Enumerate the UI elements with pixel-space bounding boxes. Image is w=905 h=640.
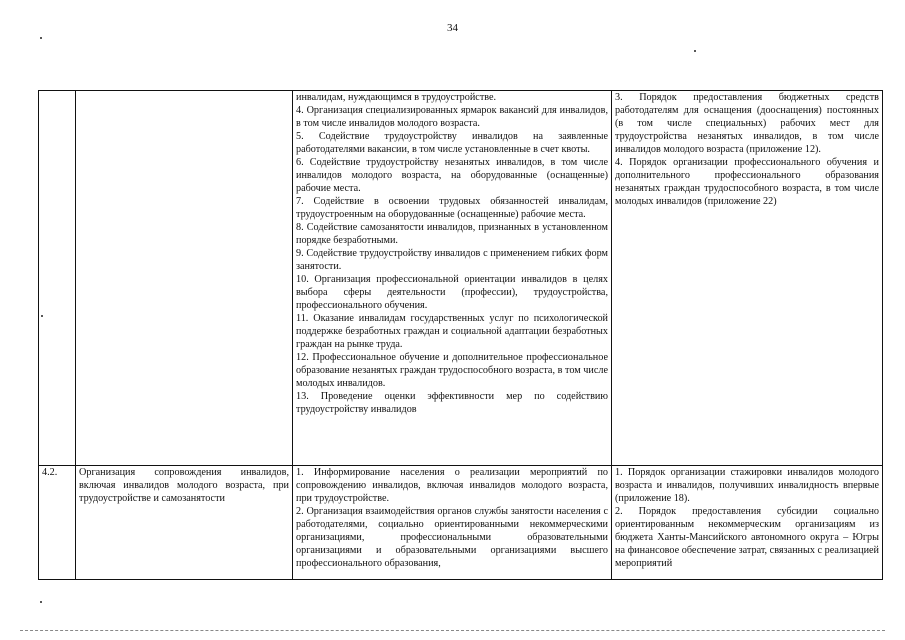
- row-name-cell: [76, 91, 293, 466]
- table-row: [39, 91, 883, 466]
- measure-item: инвалидам, нуждающимся в трудоустройстве.: [296, 92, 497, 103]
- measure-item: 1. Информирование населения о реализации мероприятий по сопровождению инвалидов, включая инвалидов молодого возраста, при трудоустройстве.: [296, 467, 608, 504]
- page-edge-line: [20, 630, 885, 631]
- measure-item: 13. Проведение оценки эффективности мер по содействию трудоустройству инвалидов: [296, 391, 608, 415]
- row-number-cell: 4.2.: [39, 466, 76, 580]
- measure-item: 7. Содействие в освоении трудовых обязанностей инвалидам, трудоустроенным на оборудованные (оснащенные) рабочие места.: [296, 196, 608, 220]
- measure-item: 5. Содействие трудоустройству инвалидов на заявленные работодателями вакансии, в том числе установленные в счет квоты.: [296, 131, 608, 155]
- scan-speck: [694, 50, 696, 52]
- procedure-item: 4. Порядок организации профессионального обучения и дополнительного профессионального образования незанятых граждан трудоспособного возраста, в том числе молодых инвалидов (приложение 22): [615, 157, 879, 207]
- measure-item: 11. Оказание инвалидам государственных услуг по психологической поддержке безработных граждан и социальной адаптации безработных граждан на рынке труда.: [296, 313, 608, 350]
- measure-item: 2. Организация взаимодействия органов службы занятости населения с работодателями, социально ориентированными некоммерческими организациями, профессиональными образовательными организациями и образовательными организациями высшего профессионального образования,: [296, 506, 608, 569]
- procedures-cell: [612, 466, 883, 580]
- measure-item: 6. Содействие трудоустройству незанятых инвалидов, в том числе инвалидов молодого возраста, на оборудованные (оснащенные) рабочие места.: [296, 157, 608, 194]
- row-number-cell: [39, 91, 76, 466]
- program-measures-table: [38, 90, 883, 580]
- measure-item: 9. Содействие трудоустройству инвалидов с применением гибких форм занятости.: [296, 248, 608, 272]
- procedure-item: 2. Порядок предоставления субсидии социально ориентированным некоммерческим организациям из бюджета Ханты-Мансийского автономного округа – Югры на финансовое обеспечение затрат, связанных с реализацией мероприятий: [615, 506, 879, 569]
- measure-item: 8. Содействие самозанятости инвалидов, признанных в установленном порядке безработными.: [296, 222, 608, 246]
- procedure-item: 3. Порядок предоставления бюджетных средств работодателям для оснащения (дооснащения) постоянных (в том числе специальных) рабочих мест для трудоустройства незанятых инвалидов, в том числе инвалидов молодого возраста (приложение 12).: [615, 92, 879, 155]
- row-name-text: Организация сопровождения инвалидов, включая инвалидов молодого возраста, при трудоустройстве и самозанятости: [79, 467, 289, 504]
- row-name-cell: [76, 466, 293, 580]
- measure-item: 12. Профессиональное обучение и дополнительное профессиональное образование незанятых граждан трудоспособного возраста, в том числе молодых инвалидов.: [296, 352, 608, 389]
- procedures-cell: [612, 91, 883, 466]
- measure-item: 4. Организация специализированных ярмарок вакансий для инвалидов, в том числе инвалидов молодого возраста.: [296, 105, 608, 129]
- table-row: [39, 466, 883, 580]
- page-number: 34: [447, 22, 458, 34]
- measure-item: 10. Организация профессиональной ориентации инвалидов в целях выбора сферы деятельности (профессии), трудоустройства, профессионального обучения.: [296, 274, 608, 311]
- procedure-item: 1. Порядок организации стажировки инвалидов молодого возраста и инвалидов, получивших инвалидность впервые (приложение 18).: [615, 467, 879, 504]
- scan-speck: [40, 37, 42, 39]
- measures-cell: [293, 466, 612, 580]
- scan-speck: [40, 601, 42, 603]
- measures-cell: [293, 91, 612, 466]
